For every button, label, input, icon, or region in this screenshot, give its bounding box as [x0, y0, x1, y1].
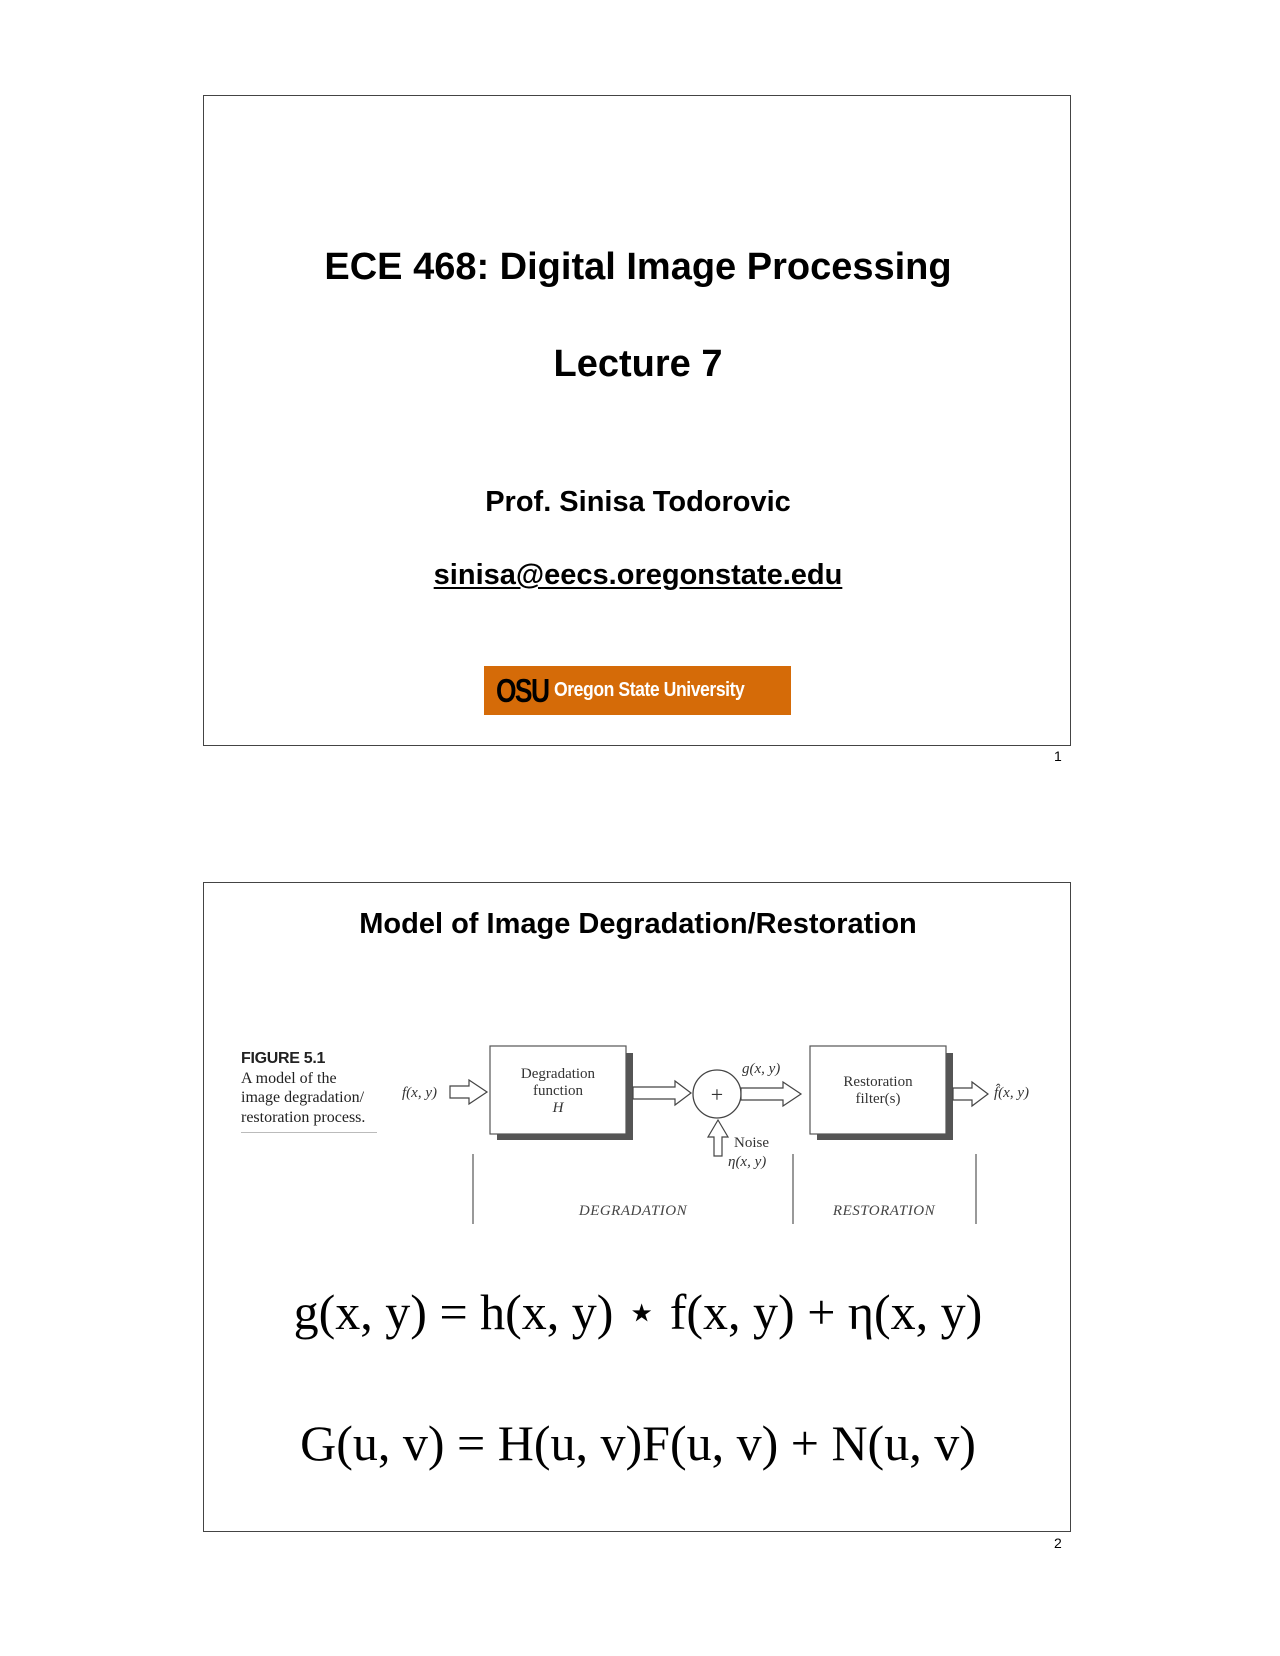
- restoration-box-line2: filter(s): [855, 1091, 901, 1107]
- author-email: [204, 559, 1072, 592]
- noise-symbol: η(x, y): [728, 1154, 767, 1170]
- adder-symbol: +: [710, 1082, 724, 1107]
- input-label: f(x, y): [402, 1085, 437, 1101]
- figure-caption-text: A model of the image degradation/ restoration process.: [241, 1069, 366, 1126]
- figure-label: FIGURE 5.1: [241, 1050, 326, 1067]
- output-label: f̂(x, y): [994, 1085, 1029, 1101]
- osu-logo-name: Oregon State University: [553, 679, 744, 701]
- slide-2: [203, 882, 1071, 1532]
- degradation-box-line2: function: [533, 1083, 583, 1099]
- adder-to-restoration-arrow: [741, 1082, 801, 1106]
- restoration-box-line1: Restoration: [843, 1074, 913, 1090]
- noise-label: Noise: [734, 1135, 769, 1151]
- frequency-domain-equation: G(u, v) = H(u, v)F(u, v) + N(u, v): [300, 1415, 976, 1471]
- restoration-box: [810, 1046, 946, 1134]
- page-number-2: 2: [1054, 1535, 1062, 1551]
- slide-1: [203, 95, 1071, 746]
- email-link[interactable]: sinisa@eecs.oregonstate.edu: [433, 559, 843, 591]
- noise-arrow: [708, 1120, 728, 1156]
- page-number-1: 1: [1054, 748, 1062, 764]
- degradation-to-adder-arrow: [633, 1081, 691, 1105]
- author-name: Prof. Sinisa Todorovic: [485, 486, 791, 518]
- restoration-section-label: RESTORATION: [832, 1203, 936, 1219]
- slide-title: ECE 468: Digital Image Processing: [324, 246, 952, 288]
- intermediate-label: g(x, y): [742, 1061, 781, 1077]
- lecture-number: Lecture 7: [553, 343, 723, 385]
- input-arrow: [450, 1080, 487, 1104]
- degradation-box-line1: Degradation: [520, 1066, 596, 1082]
- slide-title: Model of Image Degradation/Restoration: [359, 908, 917, 940]
- output-arrow: [953, 1082, 988, 1106]
- osu-logo-mark: OSU: [496, 671, 549, 709]
- degradation-box-line3: H: [552, 1100, 564, 1116]
- spatial-domain-equation: g(x, y) = h(x, y) ⋆ f(x, y) + η(x, y): [293, 1284, 983, 1340]
- degradation-section-label: DEGRADATION: [578, 1203, 688, 1219]
- osu-logo: [484, 666, 791, 715]
